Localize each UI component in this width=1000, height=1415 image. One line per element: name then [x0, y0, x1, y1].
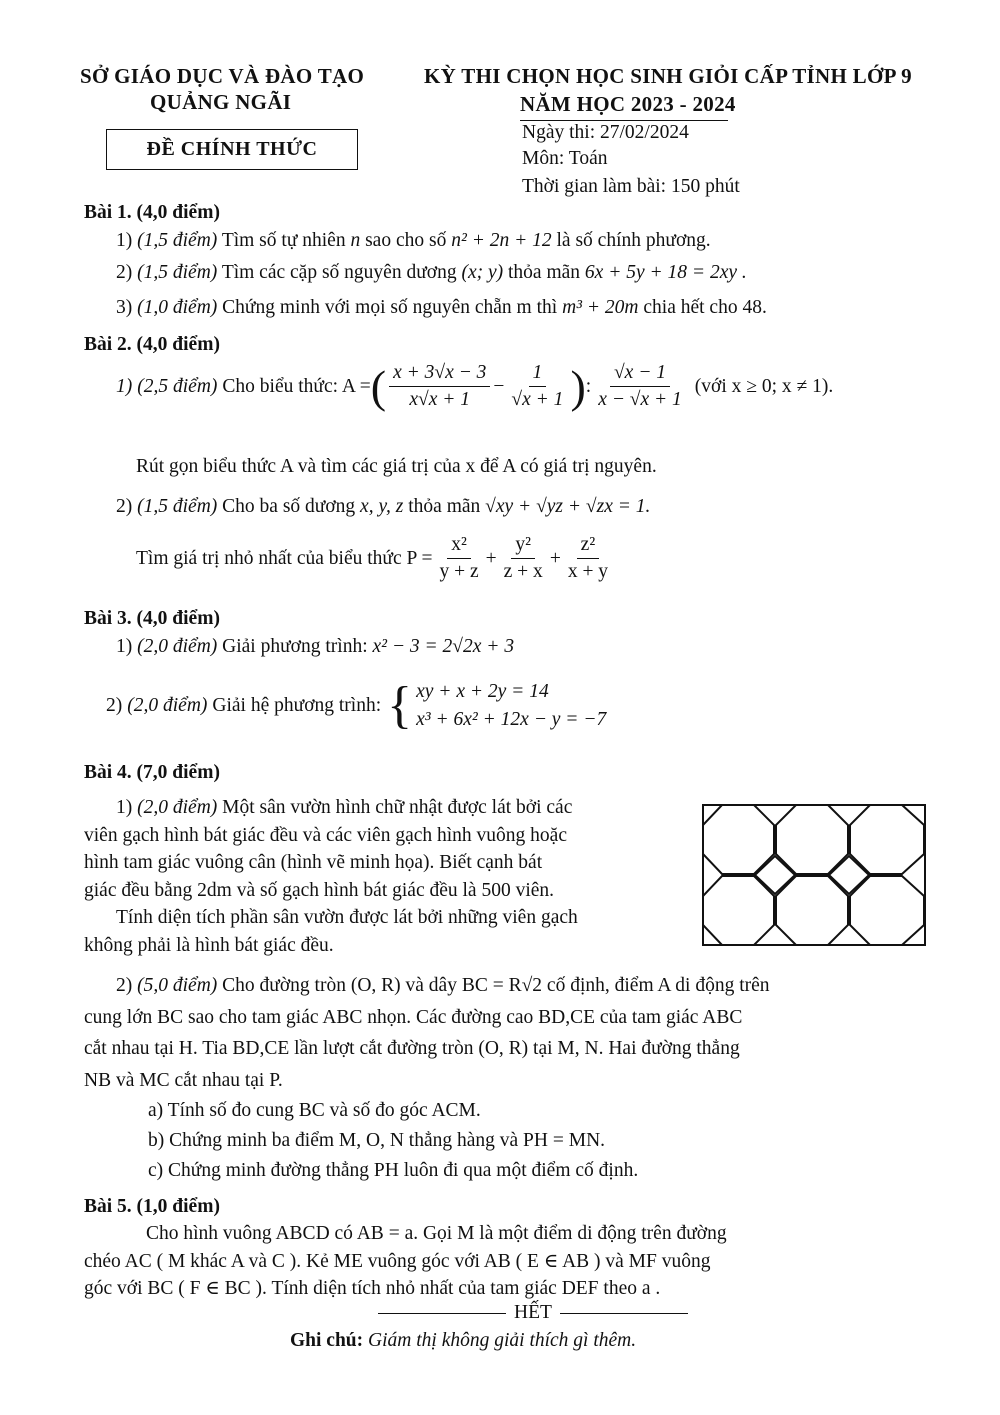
- text-line: Tính diện tích phần sân vườn được lát bởi những viên gạch: [116, 907, 578, 928]
- bai1-q3: [116, 297, 767, 319]
- bai1-title: Bài 1. (4,0 điểm): [84, 202, 220, 223]
- points: (1,5 điểm): [137, 230, 218, 251]
- subject: Môn: Toán: [522, 148, 608, 169]
- school-year: NĂM HỌC 2023 - 2024: [520, 92, 736, 116]
- q-text: Chứng minh với mọi số nguyên chẵn m thì: [222, 297, 558, 318]
- paren-right: ): [570, 360, 586, 412]
- bai2-q2-task: [136, 534, 615, 583]
- q-text: Tìm giá trị nhỏ nhất của biểu thức P =: [136, 547, 433, 569]
- q-text: thỏa mãn: [508, 262, 581, 283]
- q-text: Cho ba số dương: [222, 496, 356, 517]
- points: (2,5 điểm): [137, 375, 218, 397]
- official-exam-box: ĐỀ CHÍNH THỨC: [106, 129, 358, 170]
- bai4-q2-c: c) Chứng minh đường thẳng PH luôn đi qua một điểm cố định.: [148, 1160, 639, 1181]
- bai3-q1: [116, 636, 514, 658]
- duration: Thời gian làm bài: 150 phút: [522, 176, 740, 197]
- q-number: 1): [116, 375, 133, 397]
- q-text: thỏa mãn: [408, 496, 481, 517]
- q-text: Tìm số tự nhiên: [221, 230, 346, 251]
- exam-title: KỲ THI CHỌN HỌC SINH GIỎI CẤP TỈNH LỚP 9: [424, 64, 912, 88]
- text-line: 2) (5,0 điểm) Cho đường tròn (O, R) và dây BC = R√2 cố định, điểm A di động trên: [116, 975, 770, 996]
- text-line: góc với BC ( F ∈ BC ). Tính diện tích nhỏ nhất của tam giác DEF theo a .: [84, 1278, 661, 1299]
- footer-note: [290, 1330, 636, 1352]
- bai4-q1-text: [84, 794, 686, 959]
- note-label: Ghi chú:: [290, 1330, 364, 1351]
- text-line: không phải là hình bát giác đều.: [84, 934, 334, 956]
- math-var: n: [350, 230, 361, 251]
- fraction-1: $\frac{x + 3√x - 3}{x√x + 1}$: [389, 362, 490, 411]
- q-text: sao cho số: [365, 230, 447, 251]
- text-line: 1) (2,0 điểm) Một sân vườn hình chữ nhật được lát bởi các: [116, 797, 573, 818]
- bai4-q2-a: a) Tính số đo cung BC và số đo góc ACM.: [148, 1100, 481, 1121]
- math-vars: x, y, z: [360, 496, 404, 517]
- minus-sign: −: [493, 375, 505, 397]
- fraction-p2: $\frac{\text{y²}}{z + x}$: [503, 534, 543, 582]
- end-marker: [370, 1302, 696, 1324]
- text-line: cung lớn BC sao cho tam giác ABC nhọn. Các đường cao BD,CE của tam giác ABC: [84, 1006, 743, 1028]
- divider: [560, 1313, 688, 1314]
- plus-sign: +: [549, 547, 561, 569]
- bai2-title: Bài 2. (4,0 điểm): [84, 334, 220, 355]
- q-number: 1): [116, 636, 133, 657]
- fraction-2: $\frac{1}{√x + 1}$: [511, 362, 564, 410]
- condition: (với x ≥ 0; x ≠ 1).: [694, 375, 834, 397]
- note-text: Giám thị không giải thích gì thêm.: [368, 1330, 637, 1351]
- math-expr: x² − 3 = 2√2x + 3: [372, 636, 515, 657]
- math-expr: m³ + 20m: [562, 297, 639, 318]
- bai4-q2-b: b) Chứng minh ba điểm M, O, N thẳng hàng và PH = MN.: [148, 1130, 606, 1151]
- department-line-1: SỞ GIÁO DỤC VÀ ĐÀO TẠO: [80, 64, 365, 88]
- points: (1,5 điểm): [137, 262, 218, 283]
- end-text: HẾT: [514, 1302, 552, 1323]
- fraction-p1: $\frac{\text{x²}}{y + z}$: [439, 534, 479, 582]
- equation-2: x³ + 6x² + 12x − y = −7: [416, 709, 607, 730]
- bai5-title: Bài 5. (1,0 điểm): [84, 1196, 220, 1217]
- math-expr: 6x + 5y + 18 = 2xy .: [584, 262, 747, 283]
- q-text: chia hết cho 48.: [643, 297, 767, 318]
- q-text: là số chính phương.: [556, 230, 711, 251]
- text-line: chéo AC ( M khác A và C ). Kẻ ME vuông góc với AB ( E ∈ AB ) và MF vuông: [84, 1250, 711, 1272]
- text-line: giác đều bằng 2dm và số gạch hình bát giác đều là 500 viên.: [84, 879, 555, 901]
- bai1-q1: [116, 230, 711, 252]
- paren-left: (: [370, 360, 387, 412]
- q-number: 3): [116, 297, 133, 318]
- equation-1: xy + x + 2y = 14: [416, 681, 549, 702]
- exam-date: Ngày thi: 27/02/2024: [522, 122, 689, 143]
- text-line: viên gạch hình bát giác đều và các viên gạch hình vuông hoặc: [84, 824, 567, 846]
- fraction-3: $\frac{√x - 1}{x - √x + 1}$: [598, 362, 682, 410]
- q-text: Tìm các cặp số nguyên dương: [221, 262, 457, 283]
- points: (1,5 điểm): [137, 496, 218, 517]
- q-text: Giải phương trình:: [222, 636, 368, 657]
- bai5-text: [84, 1220, 928, 1303]
- math-expr: (x; y): [461, 262, 504, 283]
- q-number: 1): [116, 230, 133, 251]
- math-expr: √xy + √yz + √zx = 1.: [485, 496, 651, 517]
- points: (2,0 điểm): [127, 695, 208, 716]
- bai2-q1-expression: [116, 362, 833, 411]
- bai3-q2: [106, 678, 606, 734]
- text-line: hình tam giác vuông cân (hình vẽ minh họa). Biết cạnh bát: [84, 852, 543, 873]
- text-line: NB và MC cắt nhau tại P.: [84, 1069, 283, 1091]
- bai1-q2: [116, 262, 747, 284]
- points: (2,0 điểm): [137, 636, 218, 657]
- bai3-title: Bài 3. (4,0 điểm): [84, 608, 220, 629]
- q-text: Giải hệ phương trình:: [212, 695, 382, 716]
- q-text: Cho biểu thức: A =: [222, 375, 371, 397]
- bai2-q1-task: Rút gọn biểu thức A và tìm các giá trị của x để A có giá trị nguyên.: [136, 456, 657, 477]
- divider: [378, 1313, 506, 1314]
- header-underline: [520, 120, 728, 121]
- bai4-q2-text: [84, 972, 928, 1094]
- fraction-p3: $\frac{\text{z²}}{x + y}$: [567, 534, 609, 582]
- bai2-q2: [116, 496, 650, 518]
- plus-sign: +: [485, 547, 497, 569]
- bai4-title: Bài 4. (7,0 điểm): [84, 762, 220, 783]
- q-number: 2): [116, 496, 133, 517]
- equation-system: [387, 678, 606, 734]
- brace-icon: {: [387, 677, 413, 734]
- text-line: cắt nhau tại H. Tia BD,CE lần lượt cắt đường tròn (O, R) tại M, N. Hai đường thẳng: [84, 1038, 740, 1059]
- octagon-tiling-figure: [702, 804, 926, 946]
- department-line-2: QUẢNG NGÃI: [150, 90, 292, 114]
- colon-sign: :: [585, 375, 592, 397]
- q-number: 2): [106, 695, 123, 716]
- math-expr: n² + 2n + 12: [451, 230, 552, 251]
- points: (1,0 điểm): [137, 297, 218, 318]
- q-number: 2): [116, 262, 133, 283]
- text-line: Cho hình vuông ABCD có AB = a. Gọi M là một điểm di động trên đường: [146, 1223, 727, 1244]
